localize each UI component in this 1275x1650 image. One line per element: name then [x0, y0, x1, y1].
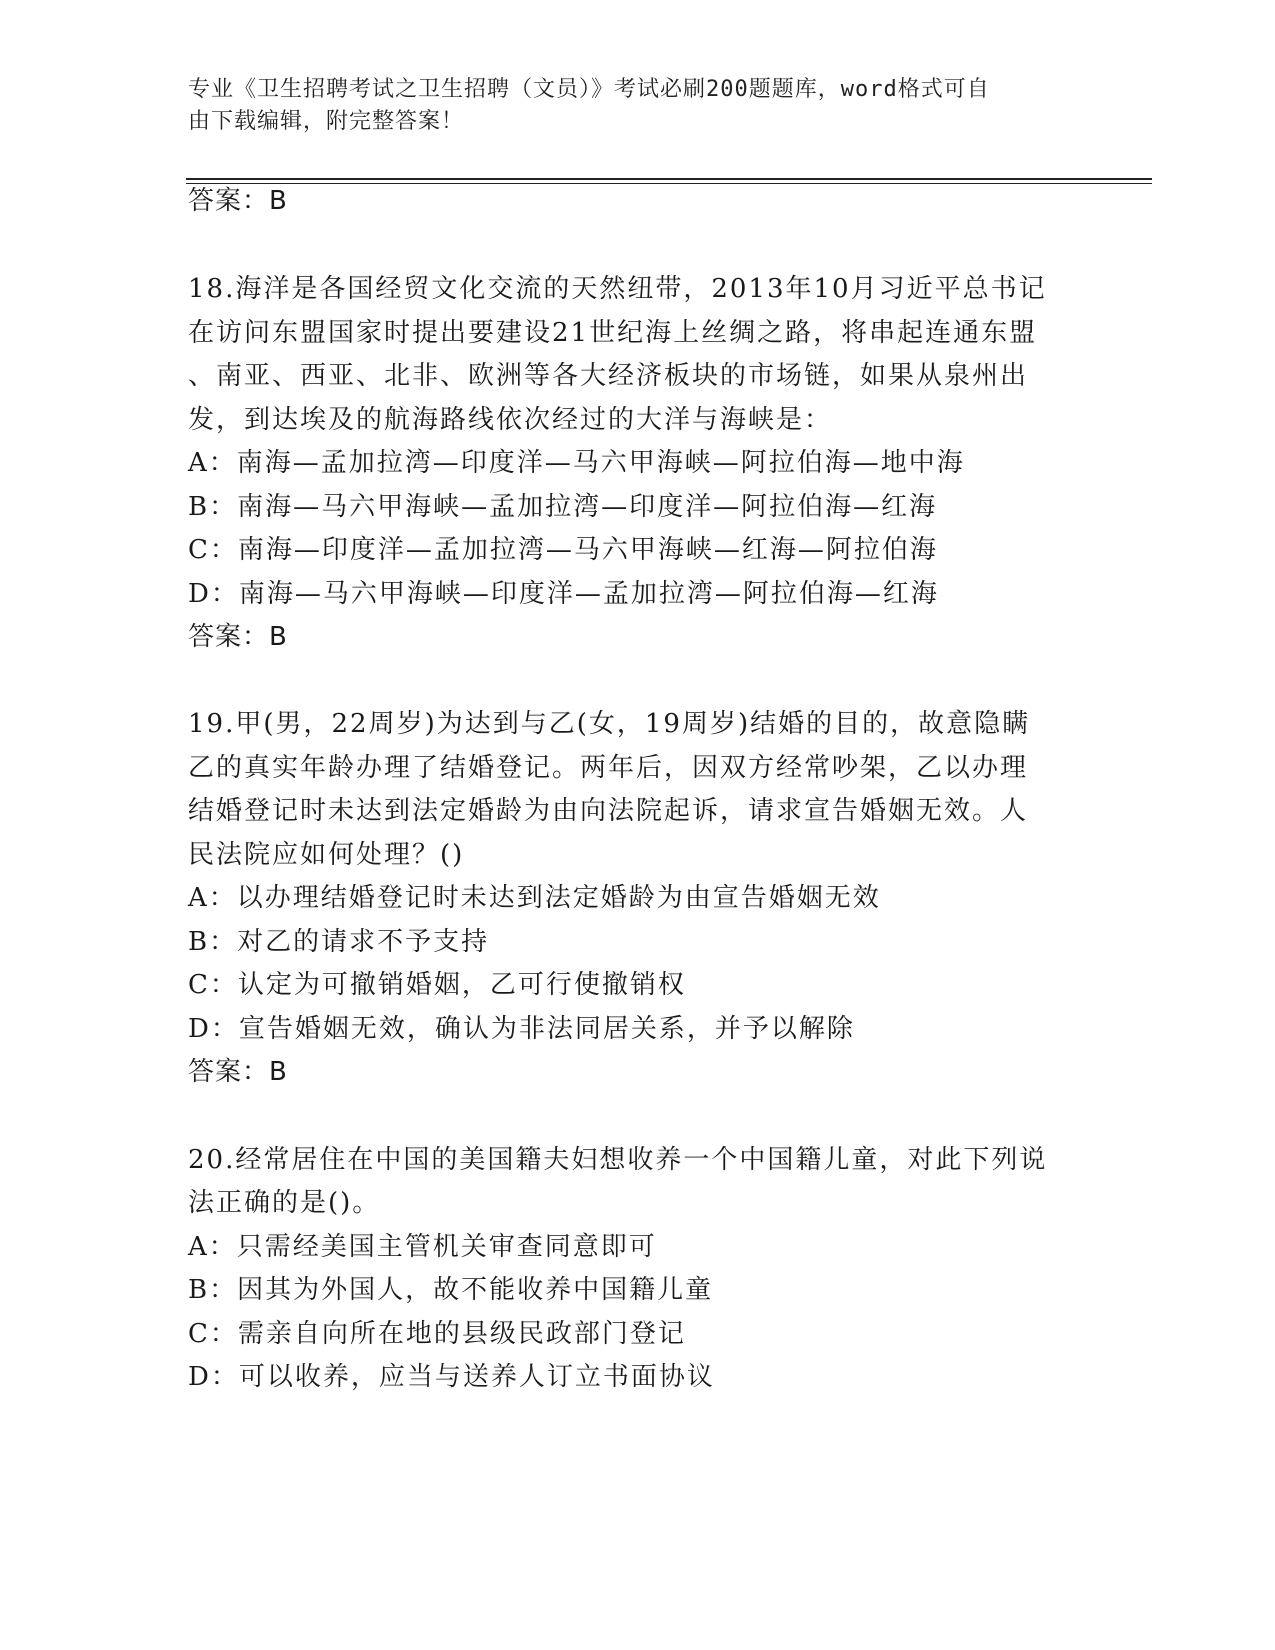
question-18-option-d: D：南海—马六甲海峡—印度洋—孟加拉湾—阿拉伯海—红海: [188, 579, 939, 609]
question-19-option-a: A：以办理结婚登记时未达到法定婚龄为由宣告婚姻无效: [188, 883, 881, 913]
question-19-option-b: B：对乙的请求不予支持: [188, 927, 490, 957]
question-18-stem-line-4: 发，到达埃及的航海路线依次经过的大洋与海峡是：: [188, 405, 833, 435]
question-18-stem-line-2: 在访问东盟国家时提出要建设21世纪海上丝绸之路，将串起连通东盟: [188, 318, 1038, 348]
question-19-stem-line-2: 乙的真实年龄办理了结婚登记。两年后，因双方经常吵架，乙以办理: [188, 753, 1029, 783]
previous-answer: 答案：B: [188, 186, 288, 216]
question-18-option-b: B：南海—马六甲海峡—孟加拉湾—印度洋—阿拉伯海—红海: [188, 492, 938, 522]
question-18-stem-line-1: 18.海洋是各国经贸文化交流的天然纽带，2013年10月习近平总书记: [188, 274, 1047, 304]
question-20-stem-line-2: 法正确的是()。: [188, 1188, 381, 1218]
question-20-stem-line-1: 20.经常居住在中国的美国籍夫妇想收养一个中国籍儿童，对此下列说: [188, 1145, 1048, 1175]
question-19-stem-line-3: 结婚登记时未达到法定婚龄为由向法院起诉，请求宣告婚姻无效。人: [188, 796, 1029, 826]
question-18-stem-line-3: 、南亚、西亚、北非、欧洲等各大经济板块的市场链，如果从泉州出: [188, 361, 1029, 391]
header-line-1: 专业《卫生招聘考试之卫生招聘（文员）》考试必刷200题题库，word格式可自: [188, 77, 990, 102]
question-18-answer: 答案：B: [188, 622, 288, 652]
question-19-stem-line-4: 民法院应如何处理？(): [188, 840, 465, 870]
question-20-option-d: D：可以收养，应当与送养人订立书面协议: [188, 1362, 715, 1392]
question-19-option-d: D：宣告婚姻无效，确认为非法同居关系，并予以解除: [188, 1014, 855, 1044]
question-19-option-c: C：认定为可撤销婚姻，乙可行使撤销权: [188, 970, 686, 1000]
question-20-option-c: C：需亲自向所在地的县级民政部门登记: [188, 1319, 686, 1349]
question-18-option-a: A：南海—孟加拉湾—印度洋—马六甲海峡—阿拉伯海—地中海: [188, 448, 965, 478]
header-divider: [186, 178, 1152, 180]
question-20-option-b: B：因其为外国人，故不能收养中国籍儿童: [188, 1275, 714, 1305]
question-20-option-a: A：只需经美国主管机关审查同意即可: [188, 1232, 657, 1262]
question-19-stem-line-1: 19.甲(男，22周岁)为达到与乙(女，19周岁)结婚的目的，故意隐瞒: [188, 709, 1031, 739]
header-line-2: 由下载编辑，附完整答案！: [188, 109, 465, 134]
header-divider-thin: [186, 183, 1152, 184]
question-19-answer: 答案：B: [188, 1057, 288, 1087]
question-18-option-c: C：南海—印度洋—孟加拉湾—马六甲海峡—红海—阿拉伯海: [188, 535, 938, 565]
page-header: [188, 74, 1068, 138]
